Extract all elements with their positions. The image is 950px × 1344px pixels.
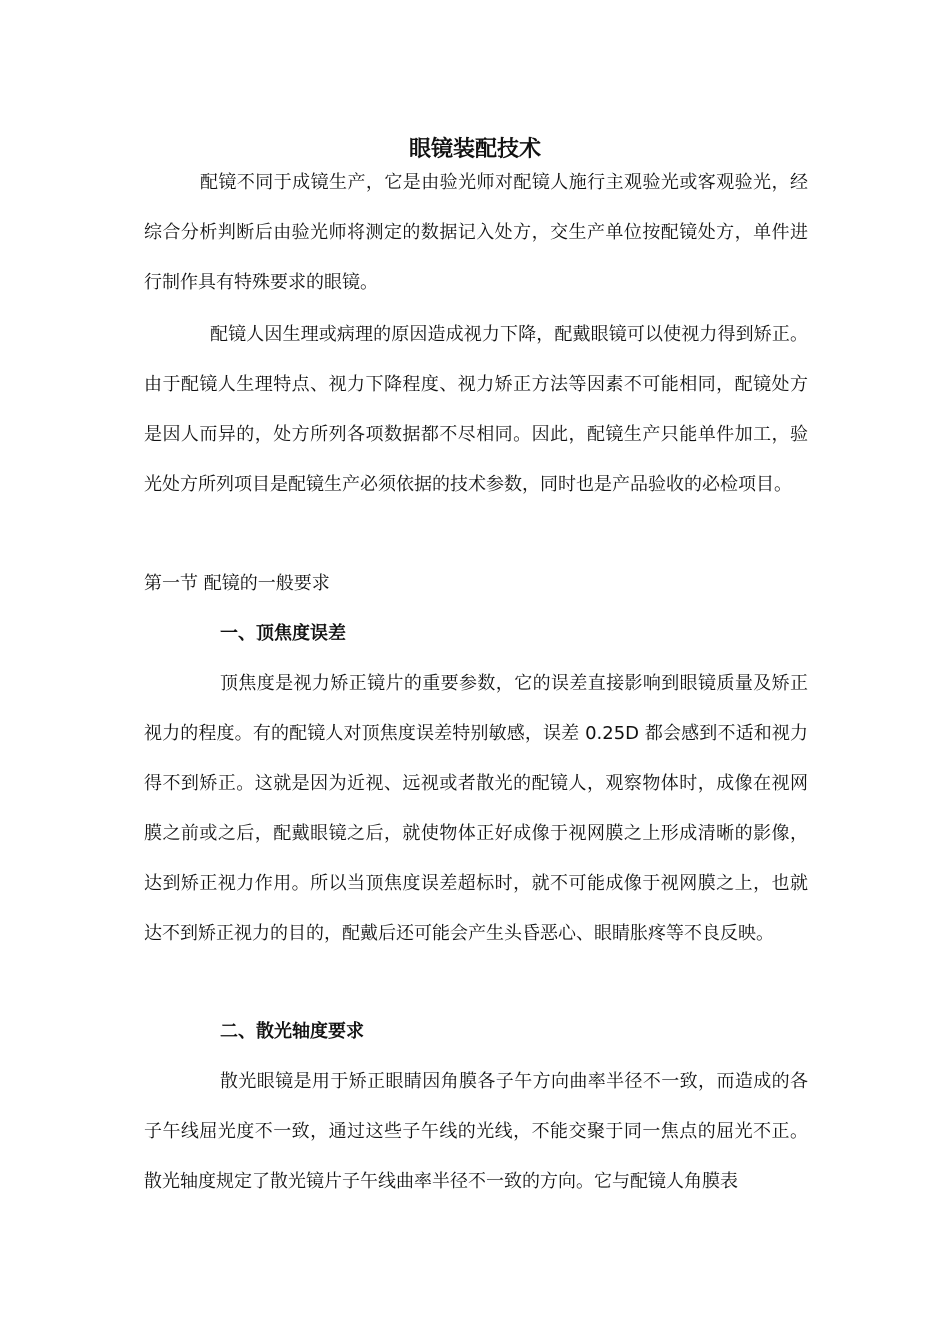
- intro-paragraph-1: 配镜不同于成镜生产，它是由验光师对配镜人施行主观验光或客观验光，经综合分析判断后由验光师将测定的数据记入处方，交生产单位按配镜处方，单件进行制作具有特殊要求的眼镜。: [144, 172, 808, 293]
- section-title: 第一节 配镜的一般要求: [144, 573, 330, 594]
- intro-paragraph-2: 配镜人因生理或病理的原因造成视力下降，配戴眼镜可以使视力得到矫正。由于配镜人生理特点、视力下降程度、视力矫正方法等因素不可能相同，配镜处方是因人而异的，处方所列各项数据都不尽相同。因此，配镜生产只能单件加工，验光处方所列项目是配镜生产必须依据的技术参数，同时也是产品验收的必检项目。: [144, 324, 808, 495]
- subsection-paragraph-2: 散光眼镜是用于矫正眼睛因角膜各子午方向曲率半径不一致，而造成的各子午线屈光度不一致，通过这些子午线的光线，不能交聚于同一焦点的屈光不正。散光轴度规定了散光镜片子午线曲率半径不一致的方向。它与配镜人角膜表: [144, 1071, 808, 1192]
- subsection-paragraph-1: 顶焦度是视力矫正镜片的重要参数，它的误差直接影响到眼镜质量及矫正视力的程度。有的配镜人对顶焦度误差特别敏感，误差 0.25D 都会感到不适和视力得不到矫正。这就是因为近视、远视或者散光的配镜人，观察物体时，成像在视网膜之前或之后，配戴眼镜之后，就使物体正好成像于视网膜之上形成清晰的影像，达到矫正视力作用。所以当顶焦度误差超标时，就不可能成像于视网膜之上，也就达不到矫正视力的目的，配戴后还可能会产生头昏恶心、眼睛胀疼等不良反映。: [144, 673, 808, 944]
- subsection-heading-2: 二、散光轴度要求: [220, 1021, 364, 1042]
- document-title: 眼镜装配技术: [408, 136, 541, 162]
- subsection-heading-1: 一、顶焦度误差: [220, 623, 346, 644]
